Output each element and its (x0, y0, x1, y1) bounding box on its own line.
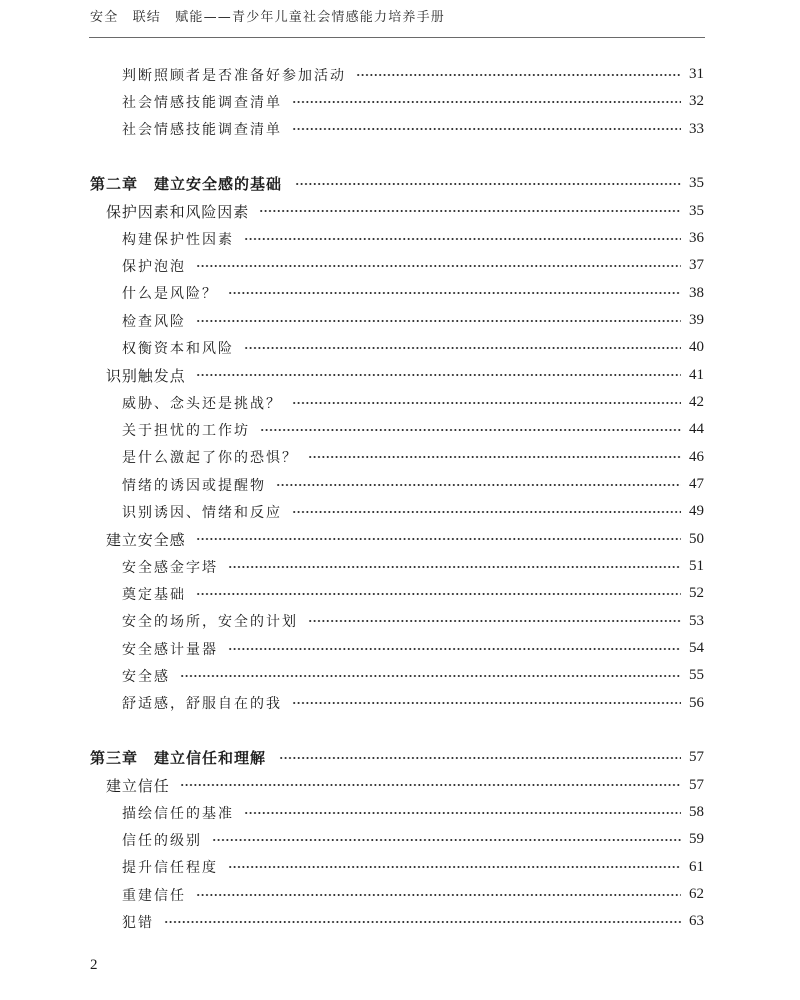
dot-leader (308, 619, 681, 623)
entry-title: 判断照顾者是否准备好参加活动 (122, 67, 346, 84)
toc-subsection-entry (90, 498, 704, 525)
dot-leader (292, 127, 681, 131)
toc-section-entry (90, 198, 704, 225)
chapter-title: 建立安全感的基础 (154, 175, 283, 194)
entry-page-number: 36 (689, 230, 704, 247)
entry-title: 识别诱因、情绪和反应 (122, 504, 282, 521)
dot-leader (196, 264, 681, 268)
entry-page-number: 33 (689, 120, 704, 137)
entry-page-number: 42 (689, 394, 704, 411)
entry-page-number: 47 (689, 476, 704, 493)
dot-leader (196, 373, 681, 377)
toc-subsection-entry (90, 854, 704, 881)
header-rule (89, 37, 705, 38)
chapter-label: 第三章 (90, 749, 139, 768)
dot-leader (228, 565, 681, 569)
continued-entries (90, 61, 704, 143)
entry-title: 检查风险 (122, 313, 186, 330)
entry-page-number: 59 (689, 831, 704, 848)
entry-page-number: 41 (689, 366, 704, 383)
entry-page-number: 32 (689, 93, 704, 110)
entry-page-number: 51 (689, 558, 704, 575)
toc-section-entry (90, 362, 704, 389)
dot-leader (244, 237, 681, 241)
dot-leader (180, 674, 681, 678)
dot-leader (244, 346, 681, 350)
section-block (90, 198, 704, 362)
entry-title: 安全的场所，安全的计划 (122, 614, 298, 631)
dot-leader (180, 783, 681, 787)
entry-title: 犯错 (122, 914, 154, 931)
entry-title: 信任的级别 (122, 832, 202, 849)
entry-title: 威胁、念头还是挑战？ (122, 395, 282, 412)
toc-subsection-entry (90, 635, 704, 662)
section-title: 建立信任 (106, 776, 170, 795)
entry-page-number: 57 (689, 776, 704, 793)
toc-subsection-entry (90, 471, 704, 498)
entry-page-number: 35 (689, 175, 704, 192)
entry-page-number: 38 (689, 284, 704, 301)
dot-leader (196, 319, 681, 323)
toc-section-entry (90, 526, 704, 553)
dot-leader (196, 893, 681, 897)
dot-leader (228, 291, 681, 295)
toc-subsection-entry (90, 61, 704, 88)
entry-title: 社会情感技能调查清单 (122, 122, 282, 139)
chapter-block (90, 744, 704, 935)
entry-page-number: 55 (689, 667, 704, 684)
entry-title: 关于担忧的工作坊 (122, 422, 250, 439)
chapter-title: 建立信任和理解 (154, 749, 267, 768)
dot-leader (356, 73, 681, 77)
toc-subsection-entry (90, 690, 704, 717)
dot-leader (259, 209, 681, 213)
section-title: 建立安全感 (106, 530, 186, 549)
toc-subsection-entry (90, 444, 704, 471)
entry-page-number: 54 (689, 640, 704, 657)
dot-leader (260, 428, 681, 432)
toc-subsection-entry (90, 252, 704, 279)
toc-subsection-entry (90, 225, 704, 252)
running-head: 安全 联结 赋能——青少年儿童社会情感能力培养手册 (90, 10, 446, 25)
entry-title: 保护泡泡 (122, 258, 186, 275)
toc-subsection-entry (90, 580, 704, 607)
toc-subsection-entry (90, 662, 704, 689)
entry-page-number: 44 (689, 421, 704, 438)
toc-subsection-entry (90, 881, 704, 908)
dot-leader (295, 182, 681, 186)
entry-title: 什么是风险？ (122, 286, 218, 303)
entry-title: 提升信任程度 (122, 860, 218, 877)
entry-title: 构建保护性因素 (122, 231, 234, 248)
entry-page-number: 37 (689, 257, 704, 274)
toc-subsection-entry (90, 799, 704, 826)
dot-leader (292, 701, 681, 705)
entry-title: 权衡资本和风险 (122, 340, 234, 357)
dot-leader (196, 592, 681, 596)
section-block (90, 772, 704, 936)
entry-page-number: 50 (689, 530, 704, 547)
entry-title: 描绘信任的基准 (122, 805, 234, 822)
section-title: 保护因素和风险因素 (106, 202, 250, 221)
dot-leader (292, 100, 681, 104)
entry-page-number: 46 (689, 448, 704, 465)
toc-subsection-entry (90, 116, 704, 143)
entry-title: 是什么激起了你的恐惧？ (122, 450, 298, 467)
entry-page-number: 61 (689, 858, 704, 875)
entry-page-number: 52 (689, 585, 704, 602)
dot-leader (292, 510, 681, 514)
toc-subsection-entry (90, 280, 704, 307)
toc-chapter-entry (90, 744, 704, 771)
entry-title: 安全感金字塔 (122, 559, 218, 576)
dot-leader (196, 537, 681, 541)
entry-page-number: 53 (689, 612, 704, 629)
toc-subsection-entry (90, 908, 704, 935)
toc-subsection-entry (90, 307, 704, 334)
entry-page-number: 62 (689, 886, 704, 902)
section-block (90, 526, 704, 717)
entry-title: 奠定基础 (122, 586, 186, 603)
toc-subsection-entry (90, 608, 704, 635)
dot-leader (292, 401, 681, 405)
section-block (90, 362, 704, 526)
entry-page-number: 40 (689, 339, 704, 356)
dot-leader (164, 920, 681, 924)
entry-title: 安全感计量器 (122, 641, 218, 658)
dot-leader (228, 647, 681, 651)
entry-title: 情绪的诱因或提醒物 (122, 477, 266, 494)
chapter-label: 第二章 (90, 175, 139, 194)
entry-page-number: 57 (689, 749, 704, 766)
table-of-contents (90, 61, 704, 936)
entry-title: 安全感 (122, 668, 170, 685)
section-title: 识别触发点 (106, 366, 186, 385)
dot-leader (228, 865, 681, 869)
toc-subsection-entry (90, 553, 704, 580)
dot-leader (279, 756, 681, 760)
dot-leader (244, 811, 681, 815)
page-number: 2 (90, 957, 98, 973)
entry-page-number: 31 (689, 66, 704, 83)
toc-subsection-entry (90, 389, 704, 416)
entry-title: 重建信任 (122, 887, 186, 904)
dot-leader (276, 483, 681, 487)
chapter-block (90, 170, 704, 717)
entry-title: 舒适感，舒服自在的我 (122, 696, 282, 713)
entry-page-number: 39 (689, 312, 704, 329)
toc-subsection-entry (90, 88, 704, 115)
dot-leader (212, 838, 681, 842)
toc-section-entry (90, 772, 704, 799)
entry-page-number: 58 (689, 804, 704, 821)
toc-chapter-entry (90, 170, 704, 197)
toc-subsection-entry (90, 334, 704, 361)
entry-title: 社会情感技能调查清单 (122, 94, 282, 111)
entry-page-number: 49 (689, 503, 704, 520)
entry-page-number: 35 (689, 202, 704, 219)
dot-leader (308, 455, 681, 459)
toc-subsection-entry (90, 416, 704, 443)
entry-page-number: 56 (689, 694, 704, 711)
entry-page-number: 63 (689, 913, 704, 930)
toc-subsection-entry (90, 826, 704, 853)
